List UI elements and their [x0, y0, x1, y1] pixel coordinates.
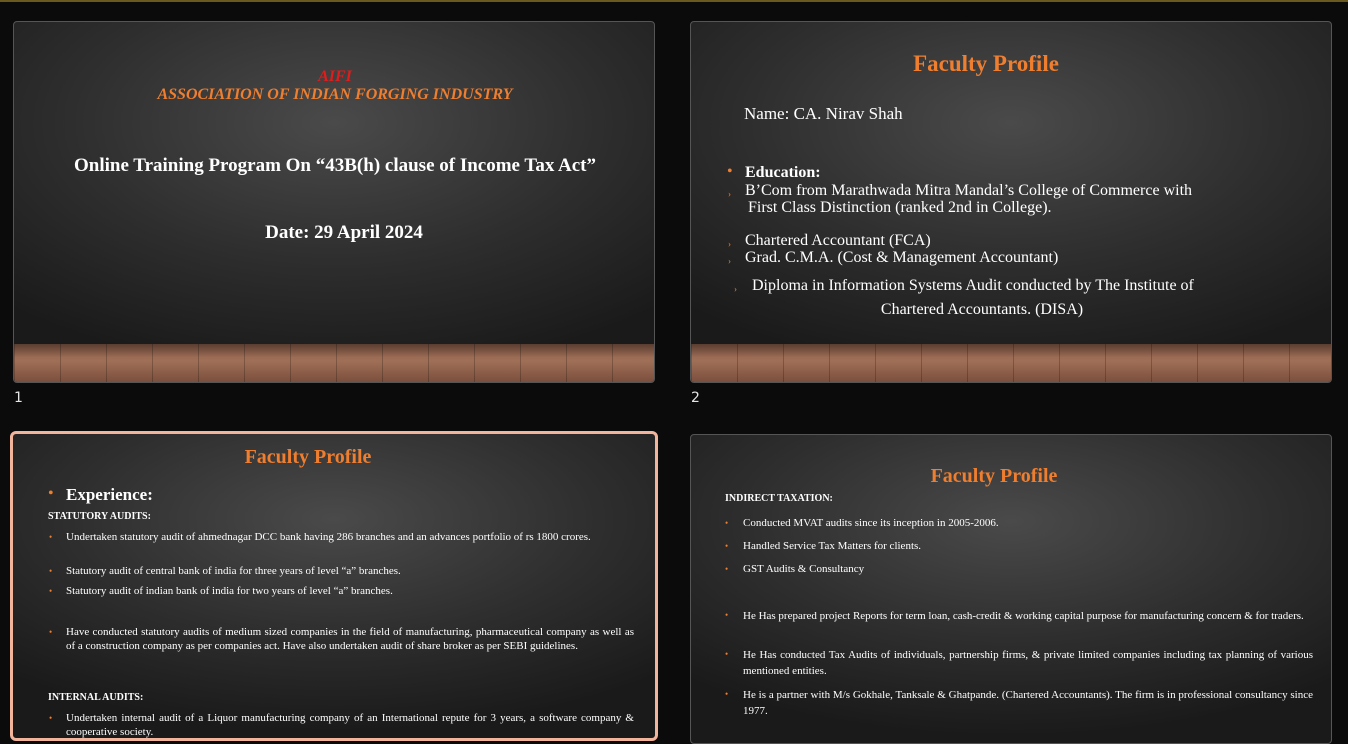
bullet-icon: •	[727, 163, 733, 180]
bullet-icon: •	[725, 689, 729, 699]
indirect-item-3: GST Audits & Consultancy	[743, 563, 865, 575]
window-top-border	[0, 0, 1348, 2]
bullet-icon: •	[49, 566, 53, 576]
bullet-icon: •	[725, 564, 729, 574]
education-item-3: Grad. C.M.A. (Cost & Management Accountant)	[745, 249, 1059, 266]
slide-title: Online Training Program On “43B(h) clause of Income Tax Act”	[74, 155, 596, 176]
bullet-icon: •	[49, 627, 53, 637]
bullet-icon: •	[725, 610, 729, 620]
faculty-name: Name: CA. Nirav Shah	[744, 104, 903, 123]
arrow-bullet-icon: ›	[728, 239, 731, 249]
org-full-name: ASSOCIATION OF INDIAN FORGING INDUSTRY	[157, 86, 513, 103]
education-item-1-line-1: B’Com from Marathwada Mitra Mandal’s College of Commerce with	[745, 182, 1193, 199]
experience-item-3: Statutory audit of indian bank of india for two years of level “a” branches.	[66, 585, 393, 597]
slide-title: Faculty Profile	[244, 446, 372, 468]
slide-title: Faculty Profile	[913, 51, 1059, 76]
indirect-taxation-heading: INDIRECT TAXATION:	[725, 493, 833, 504]
bullet-icon: •	[49, 713, 53, 723]
education-item-2: Chartered Accountant (FCA)	[745, 232, 931, 249]
slide-title: Faculty Profile	[930, 465, 1058, 487]
bullet-icon: •	[48, 485, 54, 502]
experience-heading: Experience:	[66, 485, 153, 504]
slide-thumbnail-2[interactable]	[690, 21, 1332, 383]
bullet-icon: •	[725, 541, 729, 551]
slide-thumbnail-4[interactable]	[690, 434, 1332, 744]
education-item-4-line-1: Diploma in Information Systems Audit conducted by The Institute of	[752, 277, 1194, 294]
bullet-icon: •	[49, 532, 53, 542]
profile-item-4: He Has prepared project Reports for term loan, cash-credit & working capital purpose for manufacturing concern & for traders.	[743, 610, 1304, 622]
education-item-4-line-2: Chartered Accountants. (DISA)	[880, 301, 1084, 318]
education-heading: Education:	[745, 164, 821, 181]
slide-thumbnail-1[interactable]	[13, 21, 655, 383]
bullet-icon: •	[49, 586, 53, 596]
profile-item-6: He is a partner with M/s Gokhale, Tanksale & Ghatpande. (Chartered Accountants). The firm is in professional consultancy since 1977.	[743, 689, 1313, 717]
slide-thumbnail-3[interactable]	[10, 431, 658, 741]
profile-item-5: He Has conducted Tax Audits of individuals, partnership firms, & private limited companies including tax planning of various mentioned entities.	[743, 649, 1313, 677]
arrow-bullet-icon: ›	[734, 284, 737, 294]
statutory-audits-heading: STATUTORY AUDITS:	[48, 511, 151, 522]
internal-audit-item: Undertaken internal audit of a Liquor manufacturing company of an International repute for 3 years, a software company & cooperative society.	[66, 712, 634, 738]
wood-floor-decoration	[691, 344, 1331, 382]
experience-item-4: Have conducted statutory audits of medium sized companies in the field of manufacturing, pharmaceutical company as well as of a construction company as per companies act. Have also undertaken audit of share broker as per SEBI guidelines.	[66, 626, 634, 652]
slide-number-2: 2	[691, 390, 700, 406]
education-item-1-line-2: First Class Distinction (ranked 2nd in College).	[748, 199, 1052, 216]
experience-item-1: Undertaken statutory audit of ahmednagar DCC bank having 286 branches and an advances portfolio of rs 1800 crores.	[66, 531, 591, 543]
internal-audits-heading: INTERNAL AUDITS:	[48, 692, 144, 703]
arrow-bullet-icon: ›	[728, 189, 731, 199]
training-date: Date: 29 April 2024	[265, 222, 423, 243]
indirect-item-2: Handled Service Tax Matters for clients.	[743, 540, 922, 552]
experience-item-2: Statutory audit of central bank of india for three years of level “a” branches.	[66, 565, 401, 577]
indirect-item-1: Conducted MVAT audits since its inception in 2005-2006.	[743, 517, 999, 529]
bullet-icon: •	[725, 518, 729, 528]
bullet-icon: •	[725, 649, 729, 659]
wood-floor-decoration	[14, 344, 654, 382]
arrow-bullet-icon: ›	[728, 256, 731, 266]
slide-number-1: 1	[14, 390, 23, 406]
org-short-name: AIFI	[318, 68, 352, 85]
